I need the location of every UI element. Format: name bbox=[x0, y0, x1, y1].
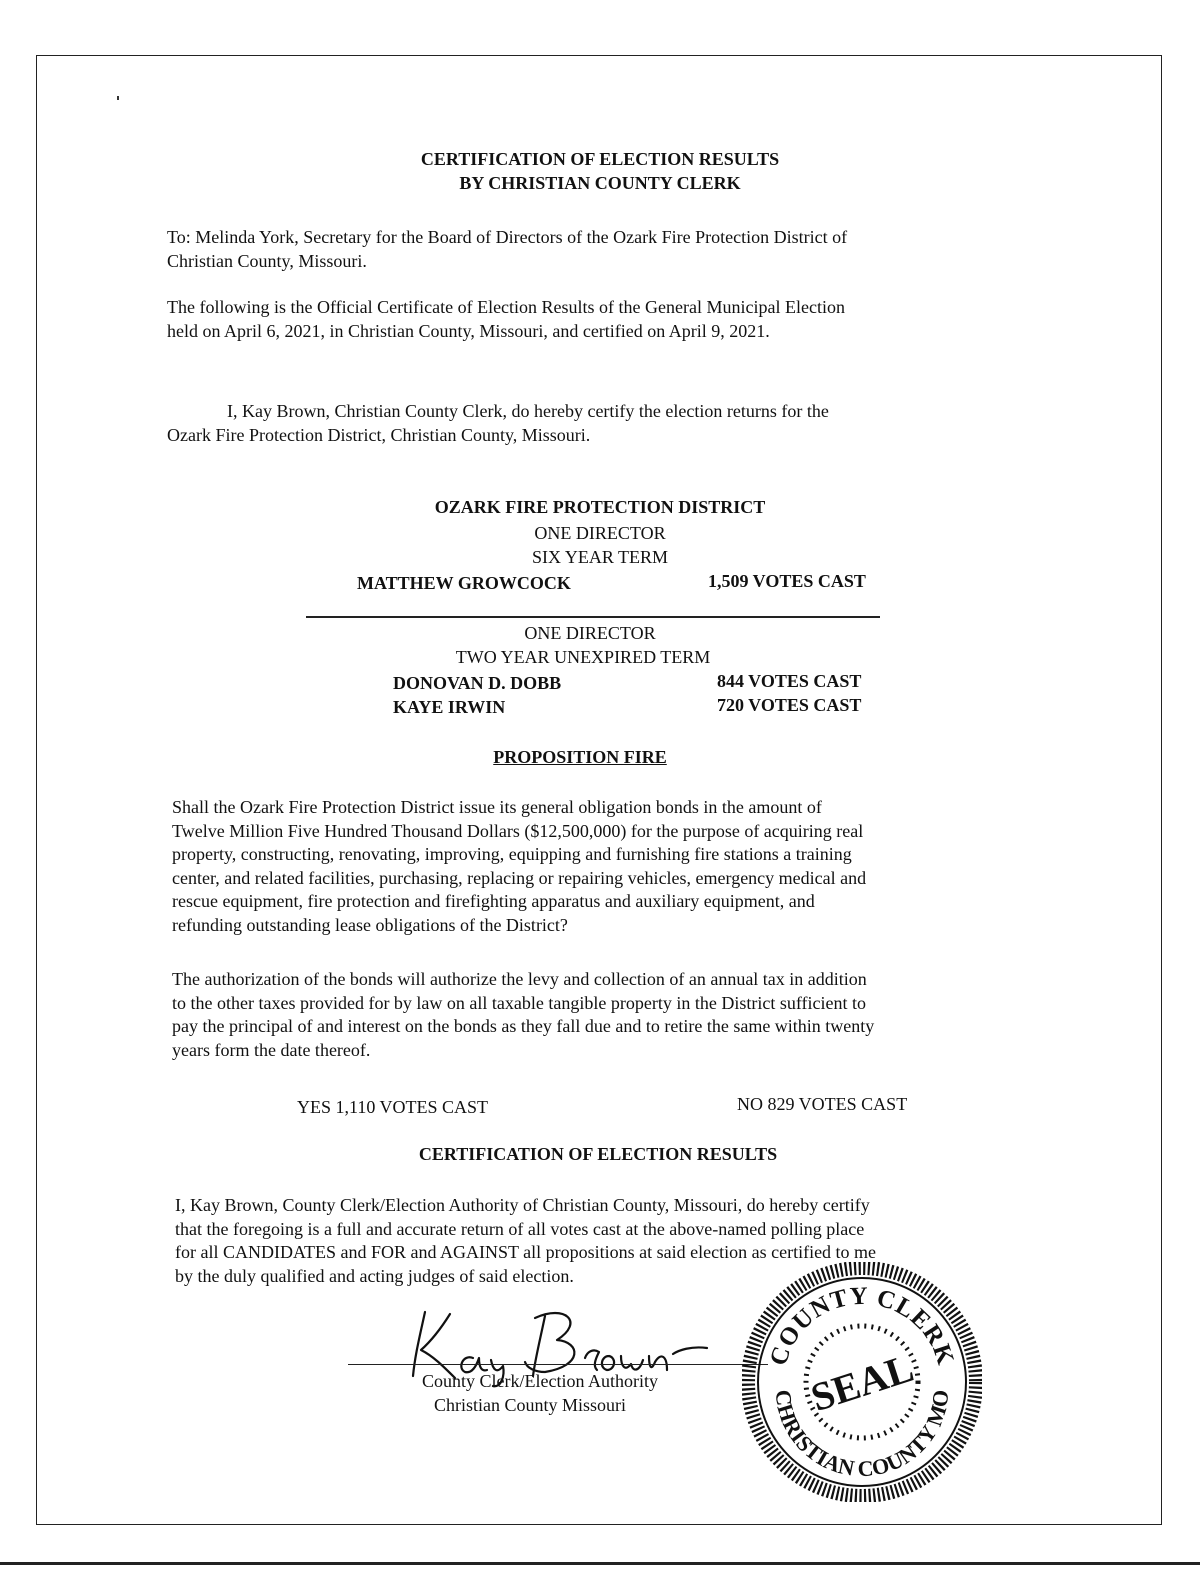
signature-title-line1: County Clerk/Election Authority bbox=[422, 1371, 658, 1391]
candidate-votes: 1,509 VOTES CAST bbox=[708, 571, 866, 591]
district-name: OZARK FIRE PROTECTION DISTRICT bbox=[434, 497, 766, 517]
proposition-question: Shall the Ozark Fire Protection District issue its general obligation bonds in the amount of Twelve Million Five Hundred Thousand Dollars ($12,500,000) for the purpose of acquiring real property, constructing, renovating, improving, equipping and furnishing fire stations a training center, and related facilities, purchasing, replacing or repairing vehicles, emergency medical and rescue equipment, fire protection and firefighting apparatus and auxiliary equipment, and refunding outstanding lease obligations of the District? bbox=[172, 797, 867, 935]
candidate-name: KAYE IRWIN bbox=[393, 697, 506, 717]
proposition-authorization: The authorization of the bonds will authorize the levy and collection of an annual tax in addition to the other taxes provided for by law on all taxable tangible property in the District sufficient to pay the principal of and interest on the bonds as they fall due and to retire the same within twenty years form the date thereof. bbox=[172, 969, 875, 1060]
candidate-votes: 844 VOTES CAST bbox=[717, 671, 862, 691]
county-seal bbox=[742, 1262, 982, 1502]
race1-term: SIX YEAR TERM bbox=[531, 547, 668, 567]
document-title-line2: BY CHRISTIAN COUNTY CLERK bbox=[459, 173, 741, 193]
signature-line bbox=[348, 1364, 768, 1365]
no-votes: NO 829 VOTES CAST bbox=[737, 1094, 908, 1114]
candidate-votes: 720 VOTES CAST bbox=[717, 695, 862, 715]
scan-speck bbox=[117, 96, 119, 100]
race-divider bbox=[306, 616, 880, 618]
candidate-name: DONOVAN D. DOBB bbox=[393, 673, 562, 693]
svg-text:CHRISTIAN COUNTY MO: CHRISTIAN COUNTY MO bbox=[770, 1388, 954, 1482]
candidate-name: MATTHEW GROWCOCK bbox=[357, 573, 571, 593]
certification-body: I, Kay Brown, County Clerk/Election Authority of Christian County, Missouri, do hereby certify that the foregoing is a full and accurate return of all votes cast at the above-named polling place for all CANDIDATES and FOR and AGAINST all propositions at said election as certified to me by the duly qualified and acting judges of said election. bbox=[175, 1195, 877, 1286]
race2-seats: ONE DIRECTOR bbox=[524, 623, 656, 643]
certification-heading: CERTIFICATION OF ELECTION RESULTS bbox=[418, 1144, 778, 1164]
svg-text:SEAL: SEAL bbox=[805, 1344, 919, 1421]
race1-seats: ONE DIRECTOR bbox=[534, 523, 666, 543]
document-title-line1: CERTIFICATION OF ELECTION RESULTS bbox=[420, 149, 780, 169]
intro-paragraph: The following is the Official Certificate of Election Results of the General Municipal Election held on April 6, 2021, in Christian County, Missouri, and certified on April 9, 2021. bbox=[167, 297, 845, 341]
race2-term: TWO YEAR UNEXPIRED TERM bbox=[455, 647, 711, 667]
svg-text:COUNTY CLERK: COUNTY CLERK bbox=[764, 1282, 960, 1369]
addressee: To: Melinda York, Secretary for the Board of Directors of the Ozark Fire Protection District of Christian County, Missouri. bbox=[167, 227, 848, 271]
yes-votes: YES 1,110 VOTES CAST bbox=[297, 1097, 489, 1117]
signature-title-line2: Christian County Missouri bbox=[433, 1395, 626, 1415]
certify-statement: I, Kay Brown, Christian County Clerk, do hereby certify the election returns for the Ozark Fire Protection District, Christian County, Missouri. bbox=[167, 401, 829, 445]
page-bottom-edge bbox=[0, 1562, 1200, 1565]
proposition-title: PROPOSITION FIRE bbox=[493, 747, 667, 767]
